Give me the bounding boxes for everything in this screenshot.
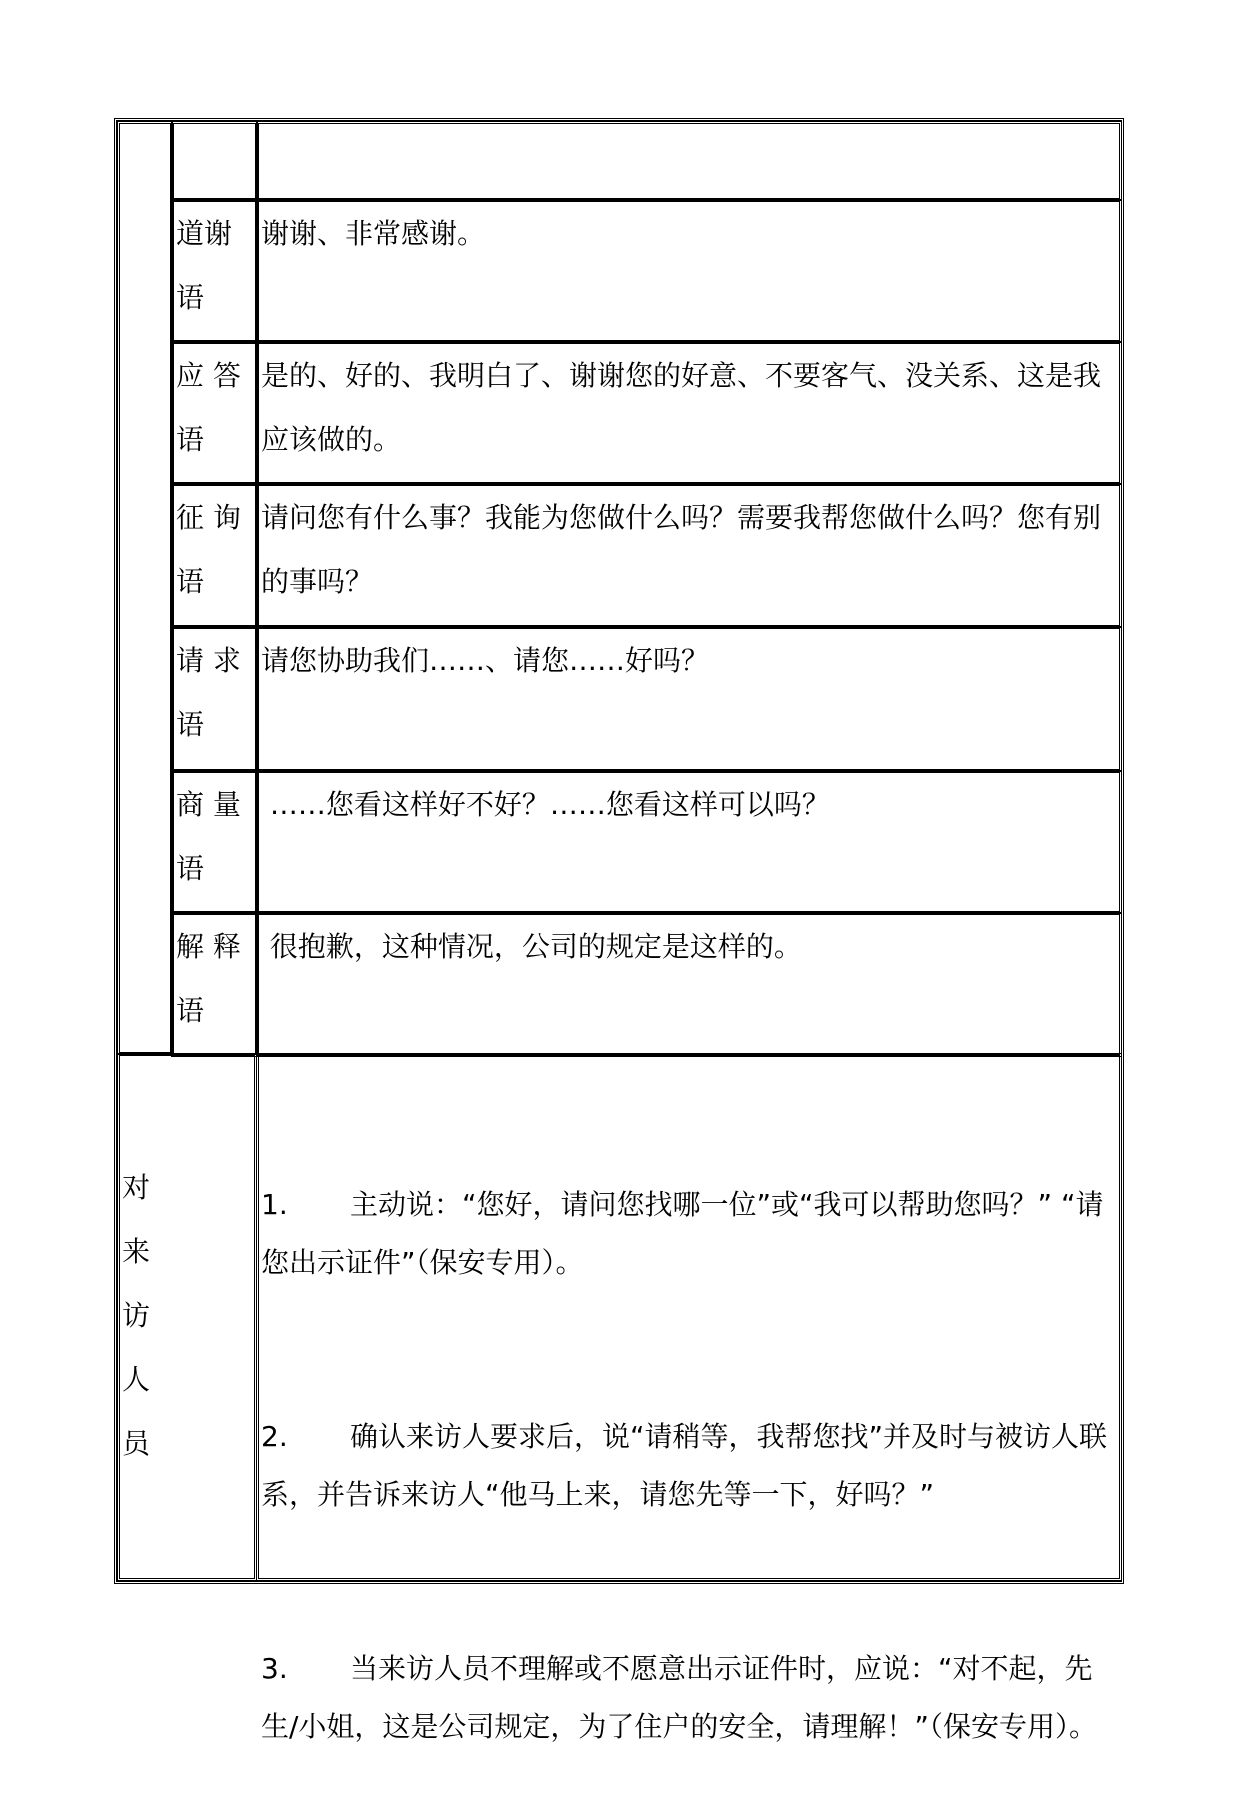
visitor-label-1: 对 [122, 1171, 151, 1204]
phrase-label-cell [171, 770, 258, 914]
phrase-label-cell [171, 626, 258, 772]
visitor-label-5: 员 [122, 1427, 151, 1460]
visitor-label-2: 来 [122, 1235, 151, 1268]
phrase-label: 语 [176, 994, 205, 1027]
phrase-content-cell [256, 912, 1122, 1057]
visitor-item-3: 3. 当来访人员不理解或不愿意出示证件时，应说：“对不起，先生/小姐，这是公司规定，为了住户的安全，请理解！”（保安专用）。 [261, 1652, 1097, 1743]
phrase-label: 语 [176, 423, 205, 456]
phrase-label: 征 询 [176, 501, 241, 534]
phrase-label: 语 [176, 852, 205, 885]
phrase-content: 很抱歉，这种情况，公司的规定是这样的。 [261, 930, 802, 963]
phrase-content-cell [256, 626, 1122, 772]
phrase-content-cell [256, 483, 1122, 628]
phrase-label: 道谢 [176, 217, 233, 250]
phrase-content-cell [256, 770, 1122, 914]
phrase-label-cell [171, 199, 258, 343]
phrase-content-cell [256, 199, 1122, 343]
phrase-label-cell [171, 341, 258, 485]
phrase-content: 是的、好的、我明白了、谢谢您的好意、不要客气、没关系、这是我应该做的。 [261, 359, 1102, 456]
phrase-label [176, 124, 253, 188]
visitor-content-cell [256, 1053, 1122, 1743]
phrase-content: 请问您有什么事？我能为您做什么吗？需要我帮您做什么吗？您有别的事吗？ [261, 501, 1102, 598]
visitor-label-3: 访 [122, 1299, 151, 1332]
phrase-label: 应 答 [176, 359, 241, 392]
phrase-label-cell [171, 121, 258, 201]
phrase-label: 请 求 [176, 644, 241, 677]
phrase-content: 请您协助我们……、请您……好吗？ [261, 644, 710, 677]
phrase-content-cell [256, 121, 1122, 201]
phrase-label-cell [171, 912, 258, 1057]
phrase-label: 语 [176, 708, 205, 741]
phrase-label: 语 [176, 281, 205, 314]
phrase-label-cell [171, 483, 258, 628]
visitor-item-1: 1. 主动说：“您好，请问您找哪一位”或“我可以帮助您吗？” “请您出示证件”（保安专用）。 [261, 1188, 1104, 1279]
phrase-label: 语 [176, 565, 205, 598]
visitor-label-4: 人 [122, 1363, 151, 1396]
phrase-label: 商 量 [176, 788, 241, 821]
category-cell-blank [117, 121, 173, 1055]
phrase-content: 谢谢、非常感谢。 [261, 217, 486, 250]
phrase-content: ……您看这样好不好？……您看这样可以吗？ [261, 788, 830, 821]
visitor-category-cell [117, 1053, 257, 1581]
visitor-item-2: 2. 确认来访人要求后，说“请稍等，我帮您找”并及时与被访人联系，并告诉来访人“他马上来，请您先等一下，好吗？” [261, 1420, 1108, 1511]
phrase-label: 解 释 [176, 930, 241, 963]
phrase-content-cell [256, 341, 1122, 485]
